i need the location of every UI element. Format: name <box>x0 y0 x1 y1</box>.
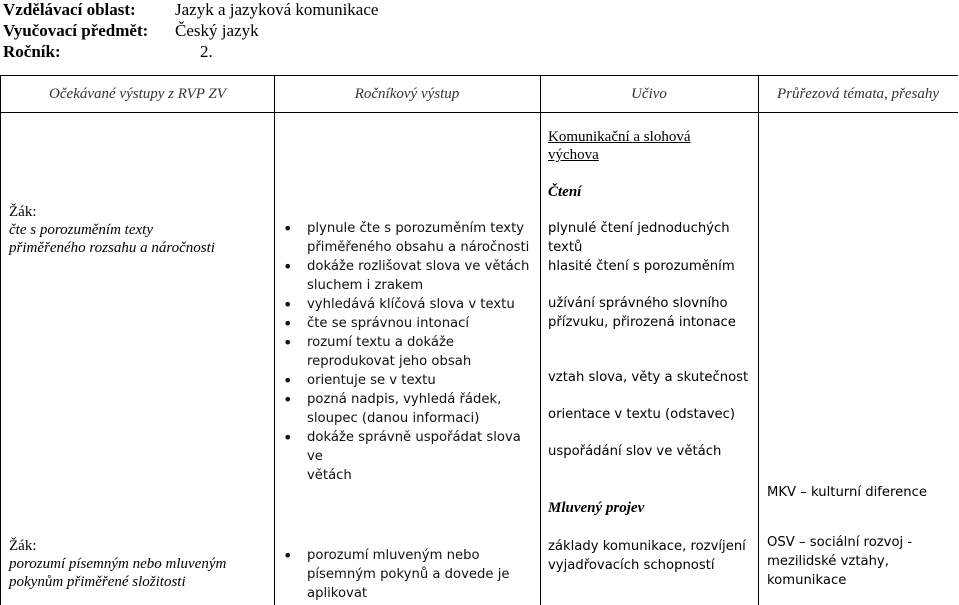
rvp-text: porozumí písemným nebo mluveným <box>9 556 227 572</box>
rvp-outcome-1 <box>9 203 215 257</box>
mkv-cross-topic: MKV – kulturní diference <box>767 485 927 500</box>
area-label: Vzdělávací oblast: <box>3 0 136 19</box>
grade-value: 2. <box>200 42 213 61</box>
area-row <box>3 0 378 20</box>
output-list-2 <box>283 546 539 603</box>
col-divider <box>274 76 275 605</box>
col-divider <box>758 76 759 605</box>
subject-value: Český jazyk <box>175 21 259 40</box>
osv-cross-topic: OSV – sociální rozvoj - mezilidské vztahy, komunikace <box>767 535 913 588</box>
list-item: • porozumí mluveným nebo písemným pokynů a dovede je aplikovat <box>283 546 539 603</box>
col-header-ucivo: Učivo <box>631 86 667 102</box>
area-value: Jazyk a jazyková komunikace <box>175 0 379 19</box>
col-header-output: Ročníkový výstup <box>354 86 460 102</box>
rvp-text: čte s porozuměním texty <box>9 222 153 238</box>
subject-row <box>3 21 259 41</box>
ucivo-item: vztah slova, věty a skutečnost <box>548 370 749 385</box>
list-item: • čte se správnou intonací <box>283 314 539 333</box>
list-item: • dokáže rozlišovat slova ve větách sluchem i zrakem <box>283 257 539 295</box>
section-title-line: výchova <box>548 147 599 163</box>
grade-row <box>3 42 213 62</box>
ucivo-item: užívání správného slovního přízvuku, přirozená intonace <box>548 296 736 330</box>
ucivo-item: základy komunikace, rozvíjení vyjadřovacích schopností <box>548 539 746 573</box>
ucivo-item: orientace v textu (odstavec) <box>548 407 736 422</box>
list-item: • vyhledává klíčová slova v textu <box>283 295 539 314</box>
rvp-outcome-2 <box>9 537 226 591</box>
rvp-text: přiměřeného rozsahu a náročnosti <box>9 240 215 256</box>
ucivo-item: plynulé čtení jednoduchých textů <box>548 221 730 255</box>
list-item: • rozumí textu a dokáže reprodukovat jeho obsah <box>283 333 539 371</box>
rvp-text: pokynům přiměřené složitosti <box>9 574 186 590</box>
col-divider <box>540 76 541 605</box>
rvp-pupil-label: Žák: <box>9 538 37 554</box>
ucivo-item: hlasité čtení s porozuměním <box>548 259 735 274</box>
list-item: • dokáže správně uspořádat slova ve větách <box>283 428 539 485</box>
rvp-pupil-label: Žák: <box>9 204 37 220</box>
col-header-rvp: Očekávané výstupy z RVP ZV <box>49 86 226 102</box>
grade-label: Ročník: <box>3 42 61 61</box>
row-divider <box>1 112 958 113</box>
col-header-cross: Průřezová témata, přesahy <box>776 86 940 102</box>
section-title-line: Komunikační a slohová <box>548 129 691 145</box>
list-item: • pozná nadpis, vyhledá řádek, sloupec (danou informaci) <box>283 390 539 428</box>
subsection-title-mluveny-projev: Mluvený projev <box>548 500 645 516</box>
output-list <box>283 219 539 485</box>
list-item: • orientuje se v textu <box>283 371 539 390</box>
ucivo-item: uspořádání slov ve větách <box>548 444 722 459</box>
subject-label: Vyučovací předmět: <box>3 21 149 40</box>
section-title <box>548 128 690 164</box>
subsection-title-cteni: Čtení <box>548 184 582 200</box>
list-item: • plynule čte s porozuměním texty přiměřeného obsahu a náročnosti <box>283 219 539 257</box>
